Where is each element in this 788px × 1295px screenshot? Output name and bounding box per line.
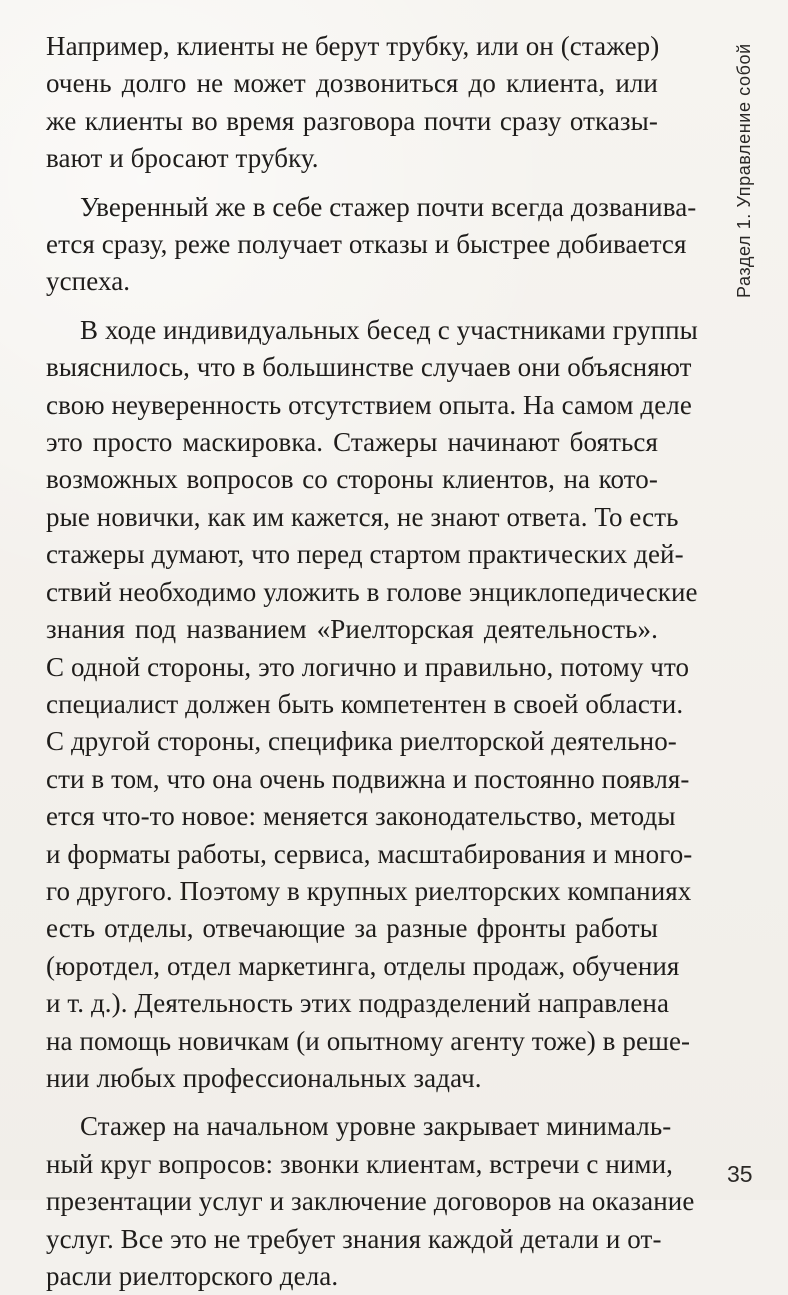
- text-line: возможных вопросов со стороны клиентов, на кото-: [46, 464, 658, 495]
- text-line: Стажер на начальном уровне закрывает минималь-: [80, 1111, 672, 1142]
- text-line: же клиенты во время разговора почти сразу отказы-: [46, 105, 658, 136]
- text-line: и форматы работы, сервиса, масштабирования и много-: [46, 838, 693, 869]
- text-line: го другого. Поэтому в крупных риелторских компаниях: [46, 875, 692, 906]
- text-line: специалист должен быть компетентен в своей области.: [46, 688, 684, 719]
- text-line: нии любых профессиональных задач.: [46, 1062, 482, 1093]
- text-line: сти в том, что она очень подвижна и постоянно появля-: [46, 763, 690, 794]
- text-line: рые новички, как им кажется, не знают ответа. То есть: [46, 501, 679, 532]
- text-line: ный круг вопросов: звонки клиентам, встречи с ними,: [46, 1148, 674, 1179]
- paragraph-gap: [46, 1097, 658, 1108]
- text-line: выяснилось, что в большинстве случаев они объясняют: [46, 352, 692, 383]
- text-line: свою неуверенность отсутствием опыта. На самом деле: [46, 389, 692, 420]
- paragraph-gap: [46, 178, 658, 189]
- text-line: С одной стороны, это логично и правильно, потому что: [46, 651, 690, 682]
- text-line: Уверенный же в себе стажер почти всегда дозванива-: [80, 191, 697, 222]
- text-line: стажеры думают, что перед стартом практических дей-: [46, 539, 684, 570]
- text-line: на помощь новичкам (и опытному агенту тоже) в реше-: [46, 1025, 691, 1056]
- text-line: услуг. Все это не требует знания каждой детали и от-: [46, 1223, 662, 1254]
- text-line: очень долго не может дозвониться до клиента, или: [46, 68, 658, 99]
- text-line: (юротдел, отдел маркетинга, отделы продаж, обучения: [46, 950, 680, 981]
- text-line: ется что-то новое: меняется законодательство, методы: [46, 801, 676, 832]
- text-line: вают и бросают трубку.: [46, 143, 319, 174]
- text-line: и т. д.). Деятельность этих подразделений направлена: [46, 988, 670, 1019]
- body-text: [46, 28, 698, 1295]
- text-line: расли риелторского дела.: [46, 1261, 339, 1291]
- section-title: Раздел 1. Управление собой: [734, 43, 754, 298]
- page-number: 35: [727, 1161, 753, 1187]
- paragraph-gap: [46, 301, 658, 312]
- text-line: ствий необходимо уложить в голове энциклопедические: [46, 576, 698, 607]
- text-line: С другой стороны, специфика риелторской деятельно-: [46, 726, 677, 757]
- text-line: Например, клиенты не берут трубку, или он (стажер): [46, 31, 660, 61]
- text-line: успеха.: [46, 266, 131, 297]
- text-line: ется сразу, реже получает отказы и быстрее добивается: [46, 229, 687, 260]
- text-line: презентации услуг и заключение договоров на оказание: [46, 1186, 695, 1217]
- text-line: есть отделы, отвечающие за разные фронты работы: [46, 913, 658, 944]
- text-line: В ходе индивидуальных бесед с участниками группы: [80, 314, 698, 345]
- text-line: это просто маскировка. Стажеры начинают бояться: [46, 427, 658, 458]
- text-line: знания под названием «Риелторская деятельность».: [46, 614, 658, 645]
